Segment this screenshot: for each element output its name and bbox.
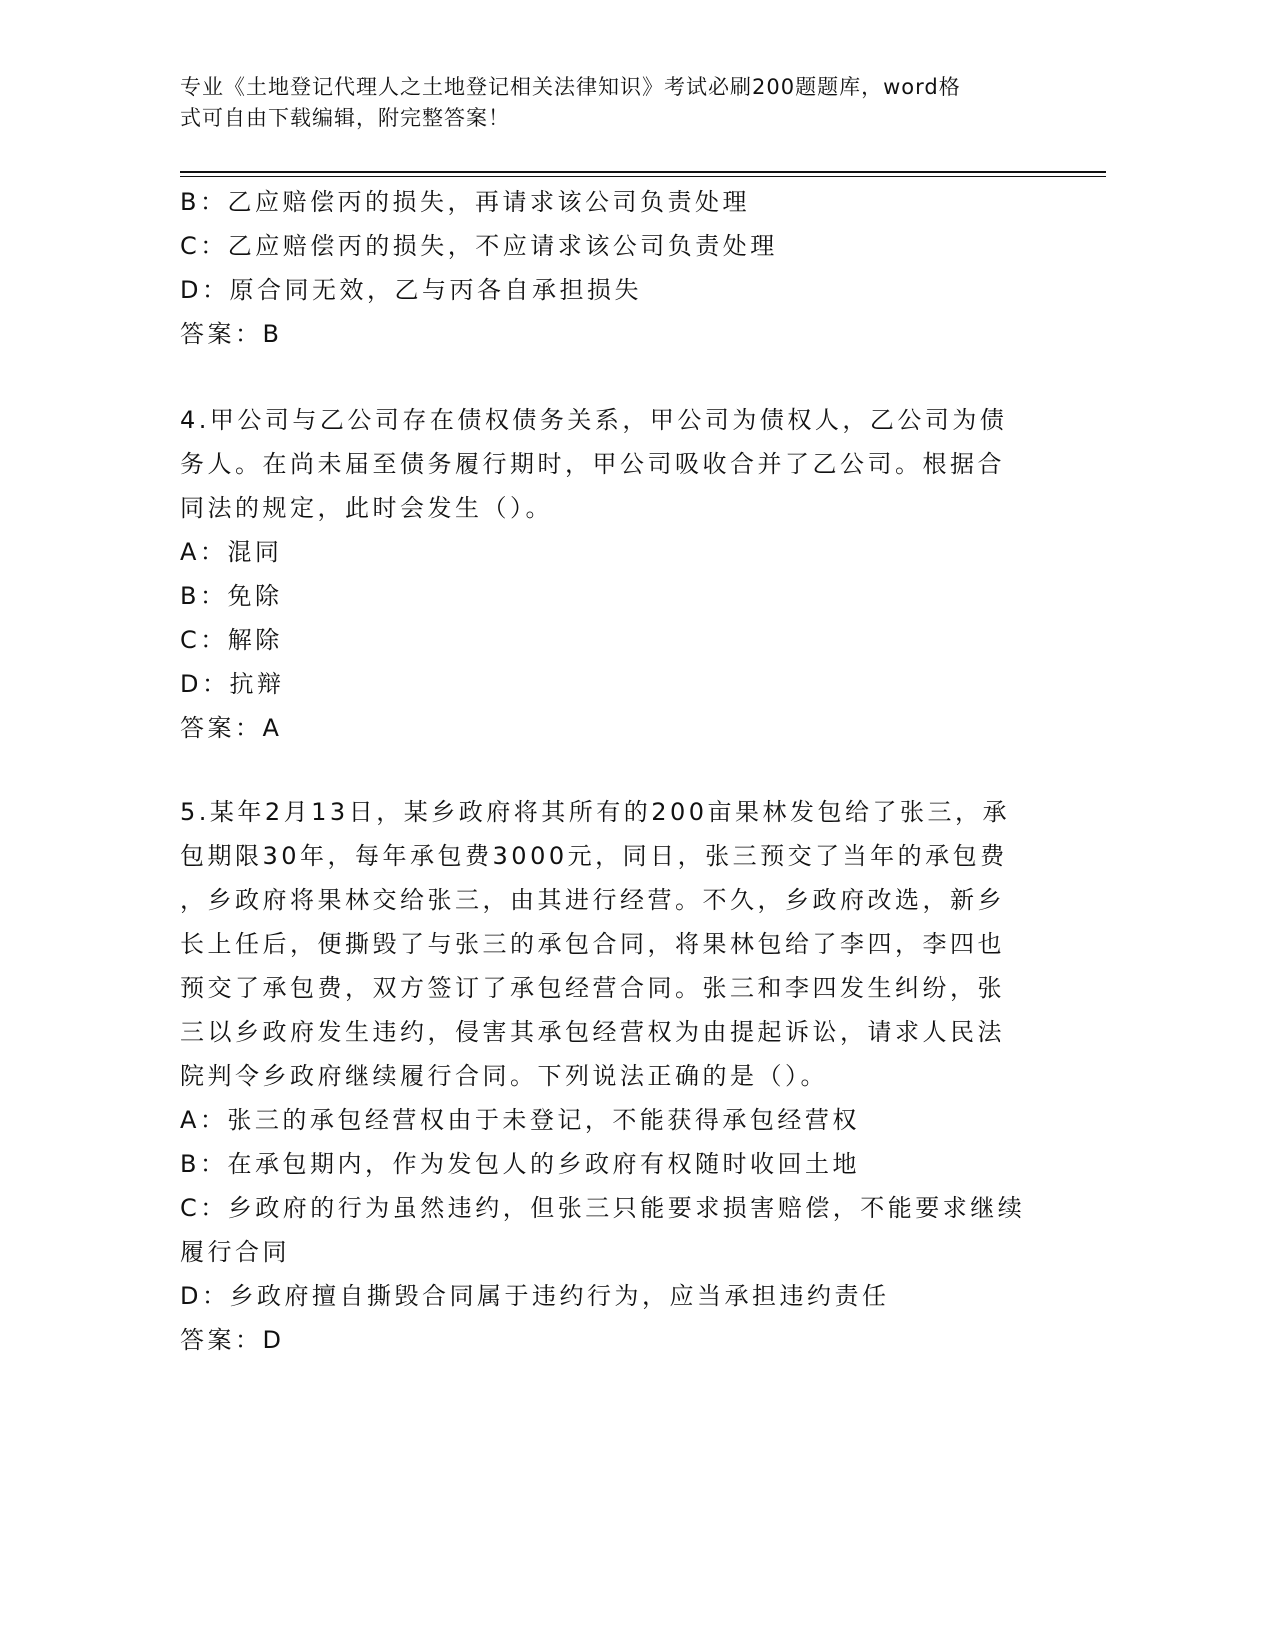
header-line: 专业《土地登记代理人之土地登记相关法律知识》考试必刷200题题库，word格 bbox=[180, 75, 961, 99]
option-c: C：解除 bbox=[180, 626, 283, 654]
question-stem: ，乡政府将果林交给张三，由其进行经营。不久，乡政府改选，新乡 bbox=[180, 886, 1005, 914]
question-stem: 预交了承包费，双方签订了承包经营合同。张三和李四发生纠纷，张 bbox=[180, 974, 1005, 1002]
question-3 bbox=[180, 180, 778, 356]
question-stem: 务人。在尚未届至债务履行期时，甲公司吸收合并了乙公司。根据合 bbox=[180, 450, 1005, 478]
question-5 bbox=[180, 790, 1025, 1362]
question-4 bbox=[180, 398, 1007, 750]
answer: 答案：A bbox=[180, 714, 283, 742]
option-b: B：免除 bbox=[180, 582, 283, 610]
header-rule bbox=[180, 176, 1106, 177]
option-d: D：原合同无效，乙与丙各自承担损失 bbox=[180, 276, 642, 304]
question-stem: 5.某年2月13日，某乡政府将其所有的200亩果林发包给了张三，承 bbox=[180, 798, 1011, 826]
document-header bbox=[180, 72, 961, 134]
header-rule bbox=[180, 171, 1106, 173]
question-stem: 4.甲公司与乙公司存在债权债务关系，甲公司为债权人，乙公司为债 bbox=[180, 406, 1008, 434]
option-a: A：张三的承包经营权由于未登记，不能获得承包经营权 bbox=[180, 1106, 860, 1134]
option-a: A：混同 bbox=[180, 538, 283, 566]
question-stem: 同法的规定，此时会发生（）。 bbox=[180, 494, 553, 522]
option-d: D：抗辩 bbox=[180, 670, 285, 698]
question-stem: 三以乡政府发生违约，侵害其承包经营权为由提起诉讼，请求人民法 bbox=[180, 1018, 1005, 1046]
option-b: B：乙应赔偿丙的损失，再请求该公司负责处理 bbox=[180, 188, 750, 216]
header-line: 式可自由下载编辑，附完整答案！ bbox=[180, 106, 510, 130]
answer: 答案：B bbox=[180, 320, 283, 348]
question-stem: 包期限30年，每年承包费3000元，同日，张三预交了当年的承包费 bbox=[180, 842, 1008, 870]
option-c: C：乡政府的行为虽然违约，但张三只能要求损害赔偿，不能要求继续 bbox=[180, 1194, 1026, 1222]
option-d: D：乡政府擅自撕毁合同属于违约行为，应当承担违约责任 bbox=[180, 1282, 890, 1310]
answer: 答案：D bbox=[180, 1326, 285, 1354]
option-c: C：乙应赔偿丙的损失，不应请求该公司负责处理 bbox=[180, 232, 778, 260]
question-stem: 长上任后，便撕毁了与张三的承包合同，将果林包给了李四，李四也 bbox=[180, 930, 1005, 958]
option-b: B：在承包期内，作为发包人的乡政府有权随时收回土地 bbox=[180, 1150, 860, 1178]
question-stem: 院判令乡政府继续履行合同。下列说法正确的是（）。 bbox=[180, 1062, 828, 1090]
option-c-continued: 履行合同 bbox=[180, 1238, 290, 1266]
